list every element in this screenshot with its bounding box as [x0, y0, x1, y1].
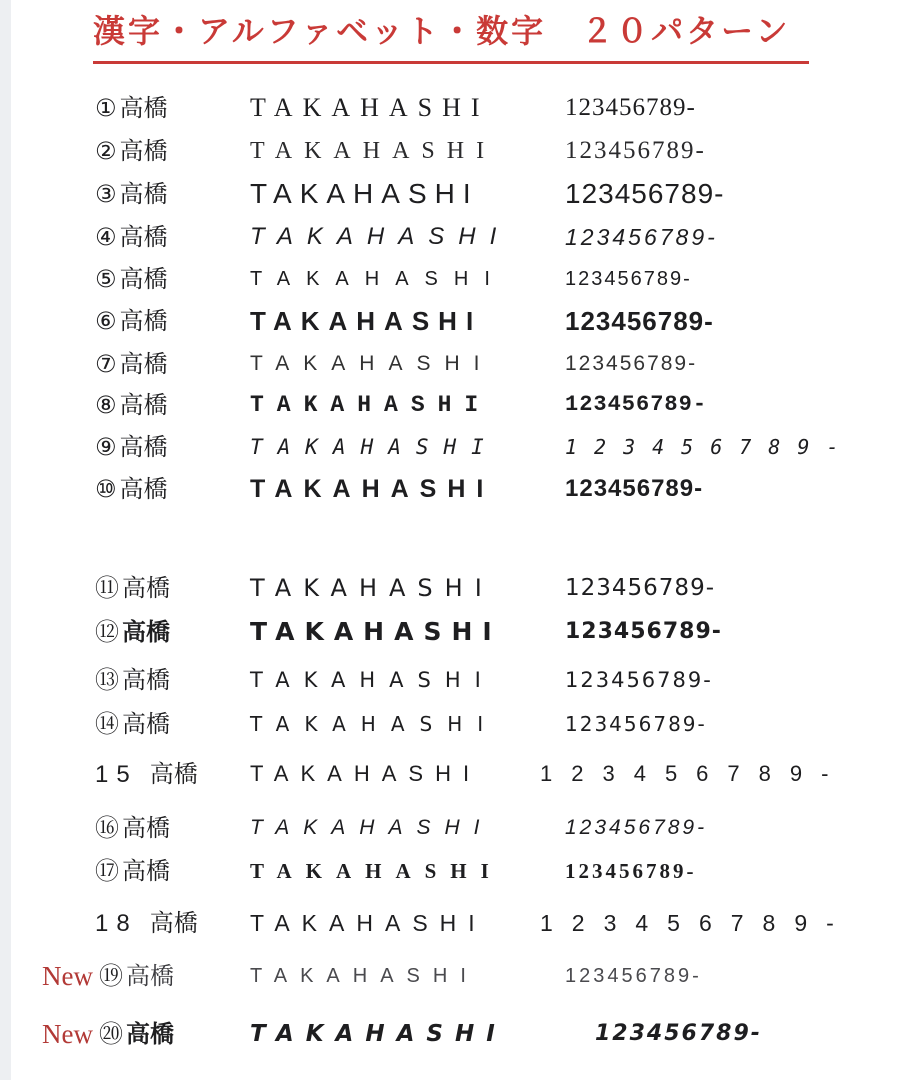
pattern-number: ① — [95, 94, 117, 122]
sample-latin: TAKAHASHI — [250, 435, 499, 459]
font-pattern-row — [0, 385, 897, 425]
sample-digits: 123456789- — [595, 1021, 762, 1046]
sample-latin: TAKAHASHI — [250, 910, 487, 936]
sample-kanji: 高橋 — [119, 137, 168, 165]
font-pattern-row — [0, 568, 897, 608]
page-title: 漢字・アルファベット・数字 ２０パターン — [93, 6, 809, 64]
pattern-label — [95, 344, 168, 384]
sample-digits: 123456789- — [565, 268, 692, 290]
pattern-number: ⑧ — [95, 391, 117, 419]
sample-digits: 123456789- — [565, 859, 697, 883]
pattern-label — [95, 259, 168, 299]
font-pattern-row — [0, 956, 897, 996]
font-pattern-row — [0, 427, 897, 467]
sample-latin: TAKAHASHI — [250, 574, 494, 602]
pattern-label — [99, 956, 174, 996]
sample-digits: 123456789- — [565, 575, 715, 601]
pattern-label — [95, 174, 168, 214]
font-pattern-row — [0, 469, 897, 509]
sample-latin: TAKAHASHI — [250, 617, 502, 646]
sample-kanji: 高橋 — [119, 350, 168, 378]
sample-digits: 123456789- — [565, 712, 707, 736]
pattern-label — [95, 660, 170, 700]
sample-digits: 123456789- — [565, 668, 713, 692]
font-pattern-row — [0, 131, 897, 171]
sample-kanji: 高橋 — [126, 1020, 174, 1048]
sample-latin: TAKAHASHI — [250, 93, 490, 122]
pattern-number: ⑭ — [95, 710, 119, 738]
pattern-label — [99, 1014, 174, 1054]
pattern-number: ⑩ — [95, 475, 117, 503]
pattern-number: ⑳ — [99, 1020, 123, 1048]
sample-latin: TAKAHASHI — [250, 1021, 507, 1047]
pattern-label — [95, 131, 168, 171]
font-pattern-row — [0, 754, 897, 794]
sample-kanji: 高橋 — [119, 223, 168, 251]
font-pattern-row — [0, 217, 897, 257]
sample-kanji: 高橋 — [119, 180, 168, 208]
sample-kanji: 高橋 — [122, 814, 170, 842]
pattern-number: 18 — [95, 910, 138, 937]
pattern-label — [95, 903, 198, 944]
sample-latin: TAKAHASHI — [250, 223, 511, 250]
font-pattern-row — [0, 660, 897, 700]
font-pattern-row — [0, 88, 897, 128]
pattern-number: 15 — [95, 761, 138, 788]
sample-kanji: 高橋 — [149, 760, 198, 788]
sample-kanji: 高橋 — [119, 391, 168, 419]
sample-latin: TAKAHASHI — [250, 178, 479, 209]
sample-digits: 123456789- — [565, 178, 725, 209]
sample-kanji: 高橋 — [119, 307, 168, 335]
sample-latin: TAKAHASHI — [250, 475, 495, 503]
font-pattern-row — [0, 301, 897, 341]
pattern-label — [95, 568, 170, 608]
sample-digits: 123456789- — [565, 392, 708, 417]
font-pattern-row — [0, 259, 897, 299]
pattern-label — [95, 851, 170, 891]
sample-latin: TAKAHASHI — [250, 859, 503, 883]
pattern-number: ⑲ — [99, 962, 123, 990]
sample-kanji: 高橋 — [122, 618, 170, 646]
font-pattern-row — [0, 903, 897, 943]
sample-latin: TAKAHASHI — [250, 761, 482, 786]
sample-kanji: 高橋 — [122, 574, 170, 602]
sample-digits: 123456789- — [565, 94, 696, 121]
sample-digits: 123456789- — [565, 352, 698, 375]
sample-digits: 123456789- — [565, 435, 856, 459]
font-pattern-row — [0, 704, 897, 744]
pattern-number: ⑬ — [95, 666, 119, 694]
pattern-number: ④ — [95, 223, 117, 251]
sample-latin: TAKAHASHI — [250, 138, 497, 164]
sample-latin: TAKAHASHI — [250, 268, 506, 290]
sample-kanji: 高橋 — [119, 475, 168, 503]
sample-latin: TAKAHASHI — [250, 306, 483, 336]
sample-latin: TAKAHASHI — [250, 712, 499, 736]
sample-digits: 123456789- — [540, 761, 848, 786]
new-badge: New — [42, 961, 93, 991]
font-pattern-row — [0, 612, 897, 652]
pattern-label — [95, 385, 168, 425]
pattern-number: ③ — [95, 180, 117, 208]
pattern-label — [95, 217, 168, 257]
sample-latin: TAKAHASHI — [250, 668, 495, 692]
sample-kanji: 高橋 — [119, 265, 168, 293]
pattern-number: ⑰ — [95, 857, 119, 885]
font-pattern-row — [0, 851, 897, 891]
sample-digits: 123456789- — [565, 619, 722, 644]
pattern-label — [95, 808, 170, 848]
pattern-number: ⑯ — [95, 814, 119, 842]
pattern-label — [95, 469, 168, 509]
sample-latin: TAKAHASHI — [250, 816, 494, 839]
sample-kanji: 高橋 — [122, 666, 170, 694]
pattern-label — [95, 301, 168, 341]
sample-digits: 123456789- — [565, 137, 706, 164]
new-badge: New — [42, 1019, 93, 1049]
font-pattern-row — [0, 808, 897, 848]
sample-kanji: 高橋 — [119, 433, 168, 461]
pattern-number: ② — [95, 137, 117, 165]
sample-latin: TAKAHASHI — [250, 352, 494, 375]
sample-kanji: 高橋 — [122, 710, 170, 738]
pattern-number: ⑫ — [95, 618, 119, 646]
sample-latin: TAKAHASHI — [250, 965, 479, 987]
pattern-label — [95, 754, 198, 795]
pattern-label — [95, 704, 170, 744]
sample-kanji: 高橋 — [122, 857, 170, 885]
sample-digits: 123456789- — [565, 224, 718, 250]
font-pattern-row — [0, 1014, 897, 1054]
font-pattern-row — [0, 344, 897, 384]
pattern-number: ⑨ — [95, 433, 117, 461]
sample-digits: 123456789- — [565, 816, 708, 839]
pattern-number: ⑪ — [95, 574, 119, 602]
sample-latin: TAKAHASHI — [250, 392, 492, 418]
pattern-label — [95, 88, 168, 128]
sample-kanji: 高橋 — [119, 94, 168, 122]
sample-kanji: 高橋 — [126, 962, 174, 990]
pattern-label — [95, 612, 170, 652]
font-pattern-row — [0, 174, 897, 214]
pattern-label — [95, 427, 168, 467]
pattern-number: ⑦ — [95, 350, 117, 378]
sample-digits: 123456789- — [565, 965, 702, 987]
sample-digits: 123456789- — [540, 910, 853, 936]
sample-digits: 123456789- — [565, 306, 714, 336]
sample-digits: 123456789- — [565, 475, 704, 502]
pattern-number: ⑥ — [95, 307, 117, 335]
sample-kanji: 高橋 — [149, 909, 198, 937]
pattern-number: ⑤ — [95, 265, 117, 293]
